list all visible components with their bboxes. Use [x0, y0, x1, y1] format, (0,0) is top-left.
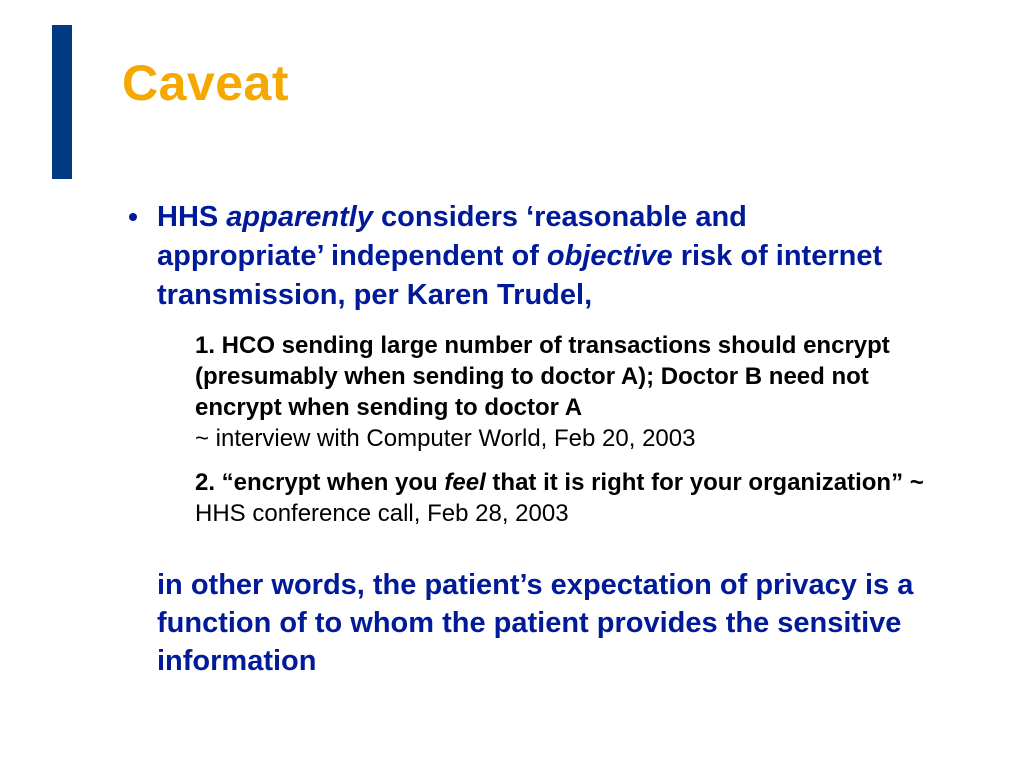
- sub-item-1-source: ~ interview with Computer World, Feb 20, 2003: [195, 425, 696, 452]
- main-bullet-italic-1: apparently: [226, 201, 373, 233]
- main-bullet-text-1: HHS: [157, 201, 227, 233]
- main-bullet: [157, 198, 917, 315]
- sub-item-2-italic: feel: [444, 469, 486, 496]
- main-bullet-italic-2: objective: [546, 240, 673, 272]
- sub-item-1-text: 1. HCO sending large number of transactions should encrypt (presumably when sending to doctor A); Doctor B need not encrypt when sending to doctor A: [195, 332, 890, 421]
- main-bullet-text-3: risk of internet transmission, per Karen Trudel,: [157, 240, 883, 311]
- sub-item-2-text-after: that it is right for your organization” ~: [485, 469, 924, 496]
- sub-item-2-text-before: 2. “encrypt when you: [195, 469, 445, 496]
- slide-title: Caveat: [122, 55, 289, 111]
- title-accent-bar: [52, 25, 72, 179]
- sub-item-2-source: HHS conference call, Feb 28, 2003: [195, 500, 569, 527]
- sub-item-2: [195, 467, 935, 529]
- main-bullet-text-2: considers ‘reasonable and appropriate’ independent of: [157, 201, 747, 272]
- bullet-dot-icon: [129, 213, 137, 221]
- conclusion-text: in other words, the patient’s expectation of privacy is a function of to whom the patient provides the sensitive information: [157, 569, 914, 677]
- sub-item-1: [195, 330, 935, 454]
